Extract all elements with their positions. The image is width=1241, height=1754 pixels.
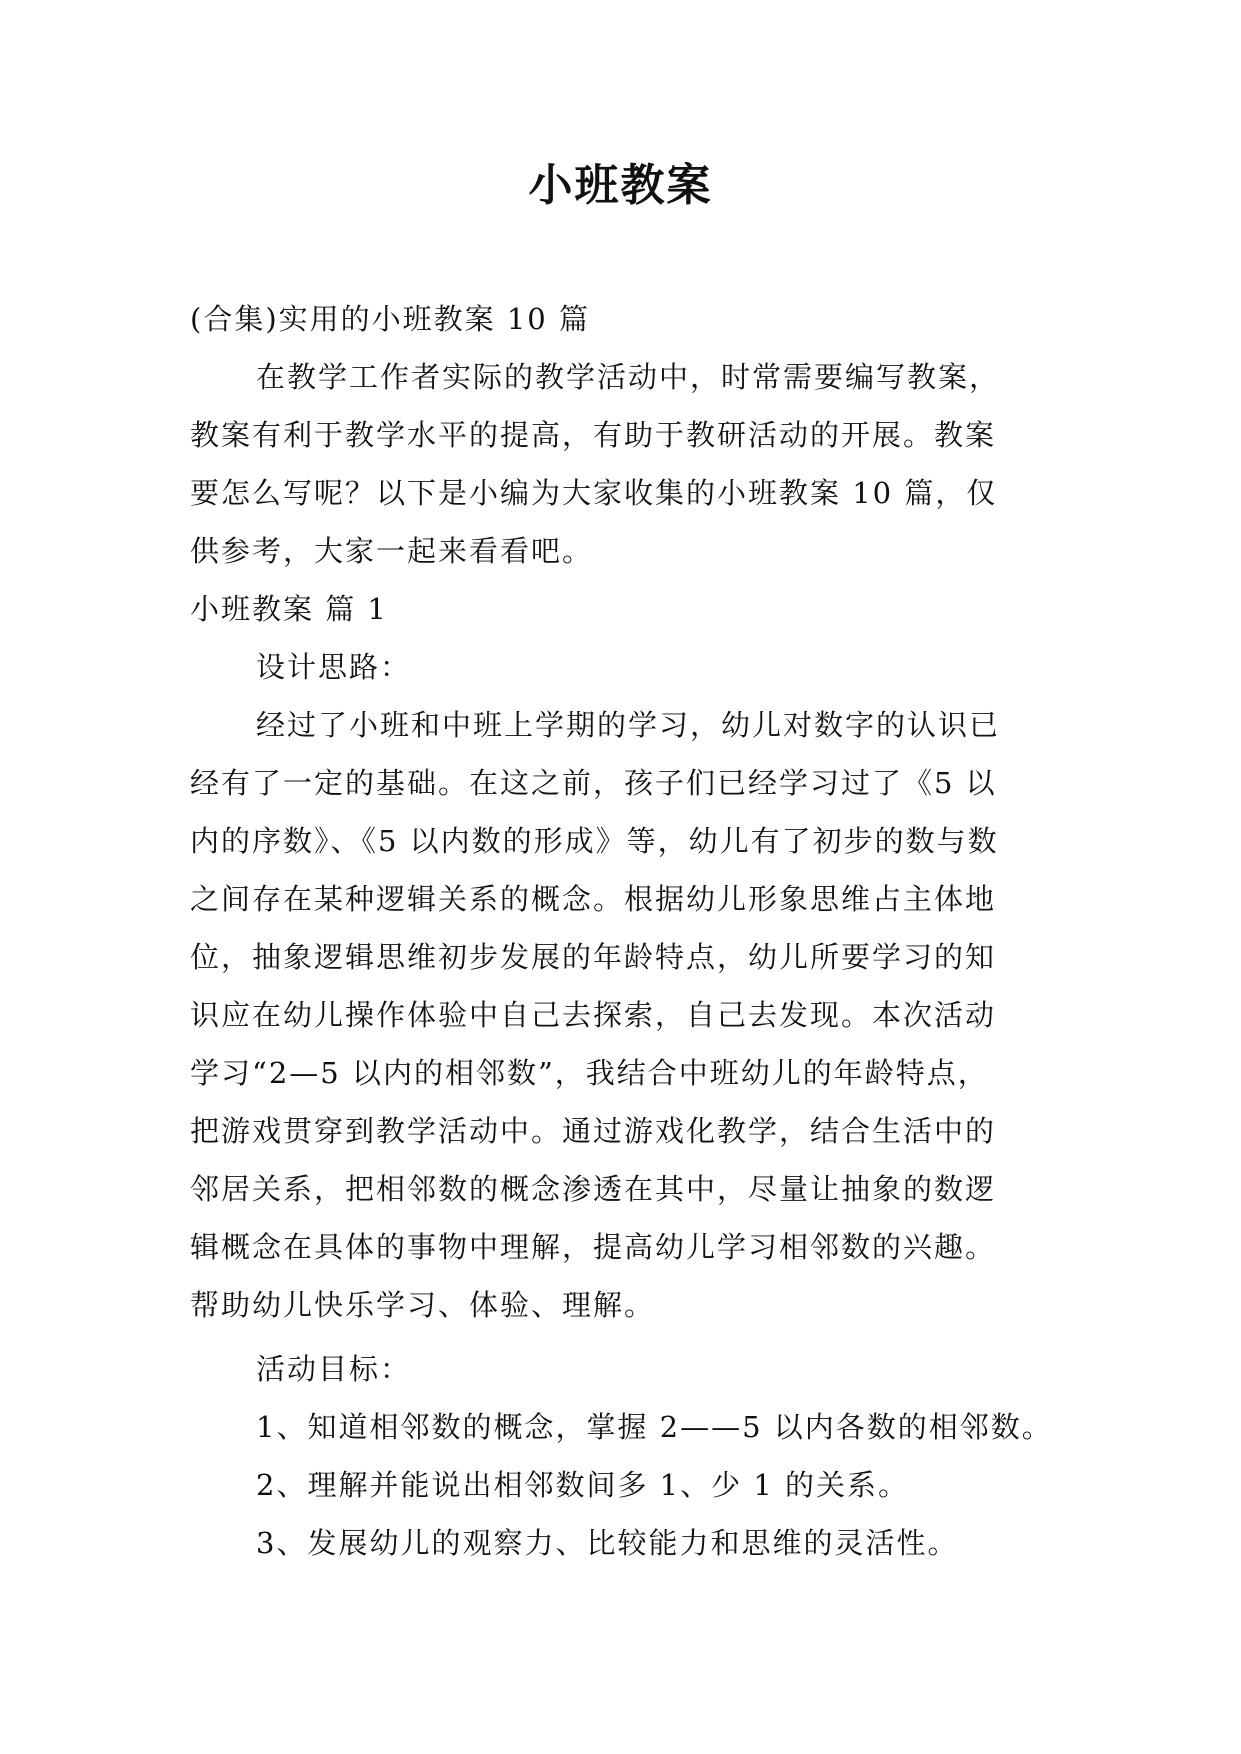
goal-item: 1、知道相邻数的概念，掌握 2——5 以内各数的相邻数。	[256, 1410, 1053, 1444]
design-line: 位，抽象逻辑思维初步发展的年龄特点，幼儿所要学习的知	[190, 940, 997, 974]
goal-item: 3、发展幼儿的观察力、比较能力和思维的灵活性。	[256, 1526, 959, 1560]
intro-line: 教案有利于教学水平的提高，有助于教研活动的开展。教案	[190, 418, 997, 452]
design-line: 内的序数》、《5 以内数的形成》等，幼儿有了初步的数与数	[190, 824, 999, 858]
design-line: 把游戏贯穿到教学活动中。通过游戏化教学，结合生活中的	[190, 1114, 997, 1148]
intro-line: 要怎么写呢？以下是小编为大家收集的小班教案 10 篇，仅	[190, 476, 998, 510]
design-line: 邻居关系，把相邻数的概念渗透在其中，尽量让抽象的数逻	[190, 1172, 997, 1206]
document-subtitle: (合集)实用的小班教案 10 篇	[190, 302, 590, 336]
design-line: 帮助幼儿快乐学习、体验、理解。	[190, 1288, 656, 1322]
document-title: 小班教案	[528, 160, 713, 211]
intro-line: 供参考，大家一起来看看吧。	[190, 534, 594, 568]
design-line: 之间存在某种逻辑关系的概念。根据幼儿形象思维占主体地	[190, 882, 997, 916]
section-heading: 小班教案 篇 1	[190, 592, 388, 626]
goal-item: 2、理解并能说出相邻数间多 1、少 1 的关系。	[256, 1468, 910, 1502]
design-line: 经有了一定的基础。在这之前，孩子们已经学习过了《5 以	[190, 766, 997, 800]
design-line: 经过了小班和中班上学期的学习，幼儿对数字的认识已	[256, 708, 1001, 742]
design-heading: 设计思路：	[256, 650, 412, 684]
design-line: 识应在幼儿操作体验中自己去探索，自己去发现。本次活动	[190, 998, 997, 1032]
document-body	[190, 290, 1070, 1572]
design-line: 学习“2—5 以内的相邻数”，我结合中班幼儿的年龄特点，	[190, 1056, 989, 1090]
intro-line: 在教学工作者实际的教学活动中，时常需要编写教案，	[256, 360, 1001, 394]
design-line: 辑概念在具体的事物中理解，提高幼儿学习相邻数的兴趣。	[190, 1230, 997, 1264]
goals-heading: 活动目标：	[256, 1352, 412, 1386]
